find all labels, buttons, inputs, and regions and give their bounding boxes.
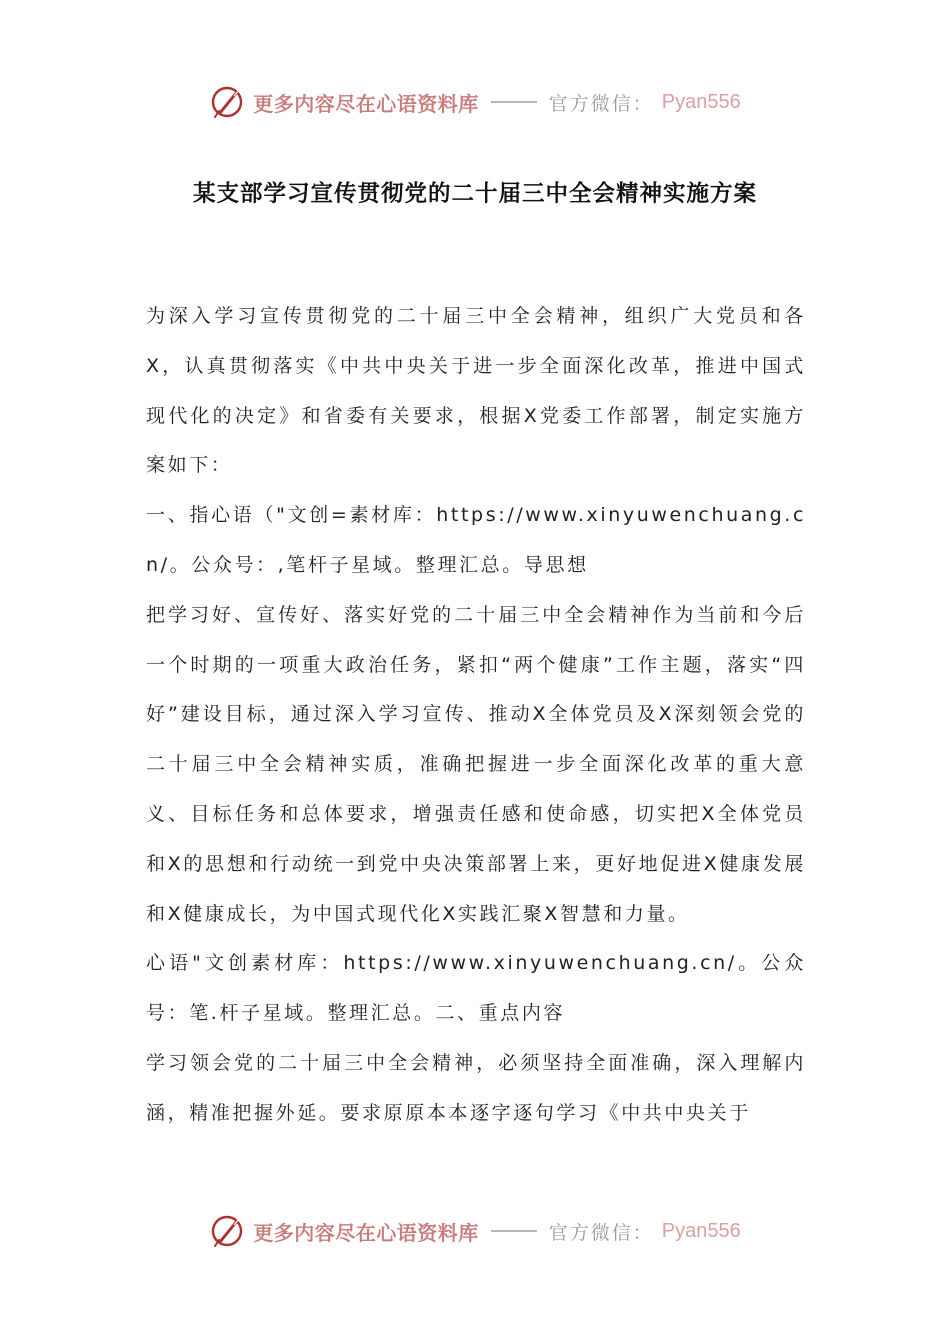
paragraph-key-content: 学习领会党的二十届三中全会精神，必须坚持全面准确，深入理解内涵，精准把握外延。要求原原本本逐字逐句学习《中共中央关于 xyxy=(146,1051,806,1124)
paragraph-section-one-heading: 一、指心语（"文创=素材库：https://www.xinyuwenchuang.cn/。公众号：,笔杆子星域。整理汇总。导思想 xyxy=(146,504,806,576)
watermark-divider xyxy=(491,101,537,103)
quill-pen-logo-icon xyxy=(209,84,245,120)
watermark-sub-text: 官方微信： xyxy=(548,1221,654,1244)
watermark-id-text: Pyan556 xyxy=(661,1219,741,1242)
header-watermark xyxy=(0,82,950,122)
watermark-divider xyxy=(491,1230,537,1232)
document-body xyxy=(146,292,806,1139)
paragraph-intro: 为深入学习宣传贯彻党的二十届三中全会精神，组织广大党员和各X，认真贯彻落实《中共中央关于进一步全面深化改革，推进中国式现代化的决定》和省委有关要求，根据X党委工作部署，制定实施方案如下： xyxy=(146,305,806,477)
watermark-sub-text: 官方微信： xyxy=(548,92,654,115)
watermark-brand-text: 更多内容尽在心语资料库 xyxy=(253,1220,479,1245)
watermark-brand-text: 更多内容尽在心语资料库 xyxy=(253,91,479,116)
quill-pen-logo-icon xyxy=(209,1213,245,1249)
document-title: 某支部学习宣传贯彻党的二十届三中全会精神实施方案 xyxy=(192,181,757,207)
footer-watermark xyxy=(0,1211,950,1251)
paragraph-guiding-thought: 把学习好、宣传好、落实好党的二十届三中全会精神作为当前和今后一个时期的一项重大政治任务，紧扣“两个健康”工作主题，落实“四好”建设目标，通过深入学习宣传、推动X全体党员及X深刻领会党的二十届三中全会精神实质，准确把握进一步全面深化改革的重大意义、目标任务和总体要求，增强责任感和使命感，切实把X全体党员和X的思想和行动统一到党中央决策部署上来，更好地促进X健康发展和X健康成长，为中国式现代化X实践汇聚X智慧和力量。 xyxy=(146,603,806,925)
paragraph-section-two-heading: 心语"文创素材库：https://www.xinyuwenchuang.cn/。公众号：笔.杆子星域。整理汇总。二、重点内容 xyxy=(146,952,806,1025)
watermark-id-text: Pyan556 xyxy=(661,90,741,113)
